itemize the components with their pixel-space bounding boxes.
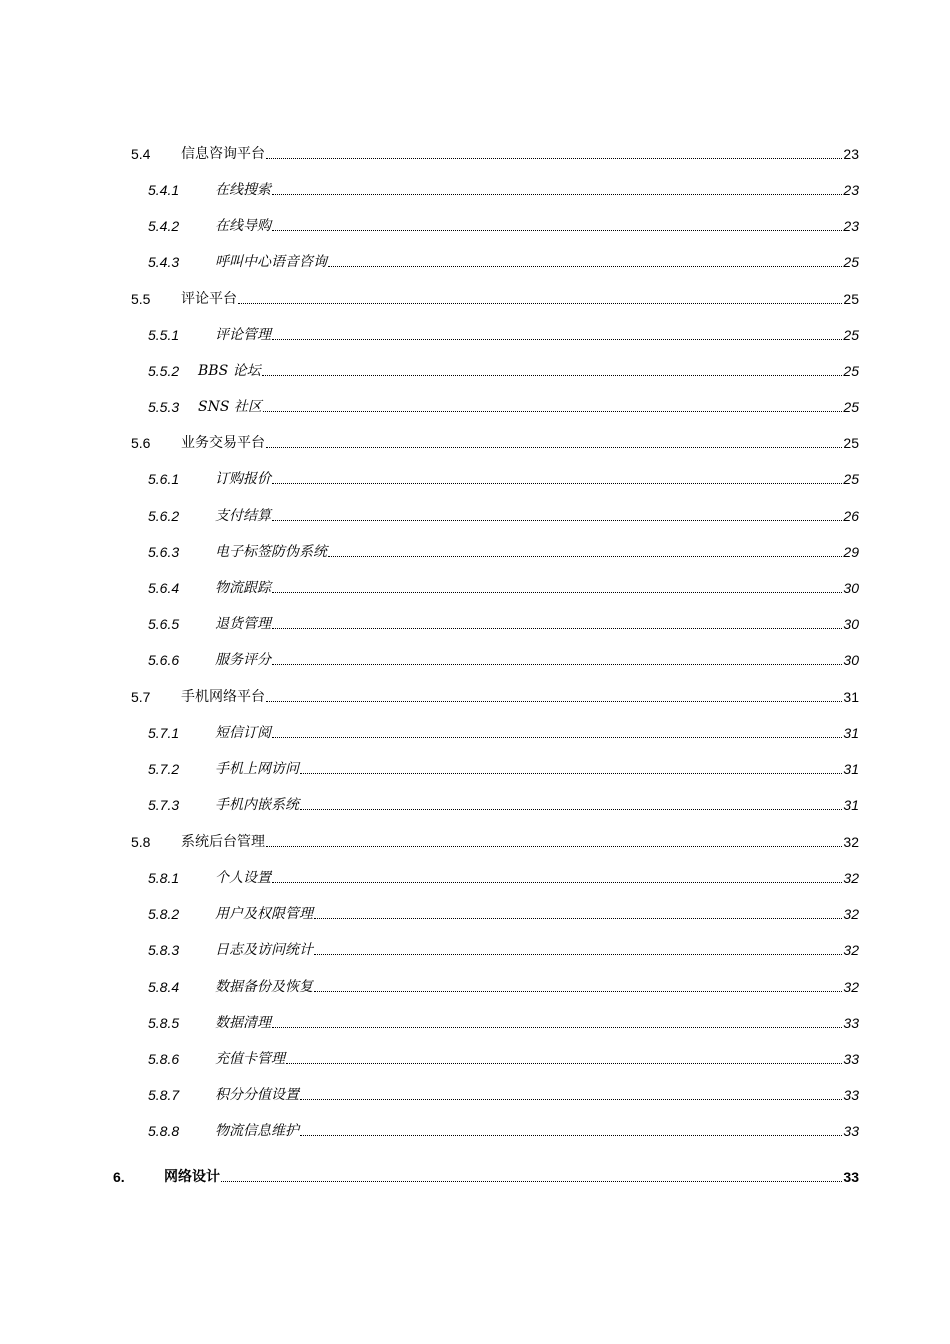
dot-leader <box>272 1027 842 1028</box>
toc-page-number: 25 <box>843 363 859 379</box>
toc-entry[interactable] <box>148 320 859 344</box>
toc-entry[interactable] <box>148 972 859 996</box>
toc-entry-chapter[interactable] <box>113 1162 859 1186</box>
toc-entry[interactable] <box>148 899 859 923</box>
toc-number: 5.6.3 <box>148 544 180 560</box>
toc-number: 5.8.8 <box>148 1123 180 1139</box>
toc-page-number: 25 <box>843 399 859 415</box>
dot-leader <box>272 592 842 593</box>
toc-number: 5.6.4 <box>148 580 180 596</box>
toc-page-number: 31 <box>843 797 859 813</box>
dot-leader <box>328 556 842 557</box>
toc-number: 5.5 <box>131 291 151 307</box>
dot-leader <box>272 483 842 484</box>
toc-title: SNS 社区 <box>198 399 262 415</box>
toc-entry[interactable] <box>148 609 859 633</box>
toc-page-number: 32 <box>843 870 859 886</box>
toc-title: 退货管理 <box>215 616 271 632</box>
toc-number: 5.7.1 <box>148 725 180 741</box>
dot-leader <box>300 773 842 774</box>
toc-number: 5.5.3 <box>148 399 180 415</box>
toc-page-number: 30 <box>843 616 859 632</box>
toc-title: BBS 论坛 <box>198 363 261 379</box>
dot-leader <box>263 411 843 412</box>
toc-page-number: 31 <box>843 761 859 777</box>
toc-number: 5.7.3 <box>148 797 180 813</box>
toc-title: 在线导购 <box>215 218 271 234</box>
toc-title: 在线搜索 <box>215 182 271 198</box>
toc-title: 手机上网访问 <box>215 761 299 777</box>
dot-leader <box>266 846 842 847</box>
toc-number: 5.5.1 <box>148 327 180 343</box>
toc-page-number: 30 <box>843 580 859 596</box>
toc-page-number: 25 <box>843 471 859 487</box>
toc-title: 评论管理 <box>215 327 271 343</box>
toc-page-number: 32 <box>843 942 859 958</box>
toc-number: 5.4 <box>131 146 151 162</box>
toc-title: 服务评分 <box>215 652 271 668</box>
toc-entry[interactable] <box>148 356 859 380</box>
toc-number: 5.6 <box>131 435 151 451</box>
toc-number: 5.4.1 <box>148 182 180 198</box>
dot-leader <box>286 1063 842 1064</box>
toc-page-number: 26 <box>843 508 859 524</box>
dot-leader <box>272 737 842 738</box>
dot-leader <box>266 158 842 159</box>
toc-page-number: 31 <box>843 689 859 705</box>
dot-leader <box>300 809 842 810</box>
toc-entry[interactable] <box>148 1080 859 1104</box>
toc-page-number: 23 <box>843 146 859 162</box>
toc-number: 5.8.6 <box>148 1051 180 1067</box>
dot-leader <box>300 1099 842 1100</box>
toc-page-number: 23 <box>843 182 859 198</box>
toc-entry[interactable] <box>148 392 859 416</box>
toc-entry[interactable] <box>131 827 859 851</box>
toc-entry[interactable] <box>148 464 859 488</box>
toc-title: 充值卡管理 <box>215 1051 285 1067</box>
toc-page-number: 25 <box>843 254 859 270</box>
toc-title: 数据备份及恢复 <box>215 979 313 995</box>
dot-leader <box>221 1181 842 1182</box>
toc-entry[interactable] <box>131 139 859 163</box>
toc-title: 支付结算 <box>215 508 271 524</box>
dot-leader <box>272 882 842 883</box>
toc-page-number: 32 <box>843 834 859 850</box>
toc-entry[interactable] <box>131 428 859 452</box>
toc-page-number: 25 <box>843 435 859 451</box>
toc-number: 5.6.2 <box>148 508 180 524</box>
toc-number: 5.4.3 <box>148 254 180 270</box>
dot-leader <box>314 991 842 992</box>
toc-title: 手机网络平台 <box>181 689 265 705</box>
toc-page-number: 25 <box>843 327 859 343</box>
toc-entry[interactable] <box>148 1044 859 1068</box>
toc-entry[interactable] <box>148 1008 859 1032</box>
toc-page-number: 33 <box>843 1169 859 1185</box>
toc-number: 5.8.7 <box>148 1087 180 1103</box>
toc-entry[interactable] <box>131 284 859 308</box>
toc-number: 5.8.3 <box>148 942 180 958</box>
dot-leader <box>272 339 842 340</box>
dot-leader <box>272 664 842 665</box>
toc-page-number: 33 <box>843 1051 859 1067</box>
toc-page-number: 29 <box>843 544 859 560</box>
dot-leader <box>238 303 842 304</box>
dot-leader <box>272 520 842 521</box>
toc-title: 物流信息维护 <box>215 1123 299 1139</box>
toc-entry[interactable] <box>148 573 859 597</box>
toc-title: 电子标签防伪系统 <box>215 544 327 560</box>
toc-number: 5.8.1 <box>148 870 180 886</box>
toc-number: 5.8.2 <box>148 906 180 922</box>
toc-entry[interactable] <box>148 175 859 199</box>
toc-title: 数据清理 <box>215 1015 271 1031</box>
toc-page-number: 32 <box>843 906 859 922</box>
toc-title: 网络设计 <box>164 1169 220 1185</box>
toc-entry[interactable] <box>131 682 859 706</box>
toc-number: 5.8.4 <box>148 979 180 995</box>
dot-leader <box>262 375 843 376</box>
toc-title: 日志及访问统计 <box>215 942 313 958</box>
toc-page-number: 33 <box>843 1087 859 1103</box>
toc-title: 信息咨询平台 <box>181 146 265 162</box>
toc-entry[interactable] <box>148 537 859 561</box>
toc-number: 5.4.2 <box>148 218 180 234</box>
dot-leader <box>266 701 842 702</box>
toc-page-number: 32 <box>843 979 859 995</box>
toc-title: 手机内嵌系统 <box>215 797 299 813</box>
toc-title: 评论平台 <box>181 291 237 307</box>
toc-number: 5.8.5 <box>148 1015 180 1031</box>
toc-entry[interactable] <box>148 645 859 669</box>
dot-leader <box>328 266 842 267</box>
toc-number: 5.8 <box>131 834 151 850</box>
dot-leader <box>272 628 842 629</box>
toc-number: 5.6.5 <box>148 616 180 632</box>
toc-title: 物流跟踪 <box>215 580 271 596</box>
toc-entry[interactable] <box>148 935 859 959</box>
toc-number: 5.7.2 <box>148 761 180 777</box>
toc-number: 5.7 <box>131 689 151 705</box>
toc-page-number: 25 <box>843 291 859 307</box>
dot-leader <box>314 918 842 919</box>
toc-number: 5.5.2 <box>148 363 180 379</box>
toc-entry[interactable] <box>148 1116 859 1140</box>
toc-page-number: 23 <box>843 218 859 234</box>
toc-number: 5.6.6 <box>148 652 180 668</box>
toc-title: 用户及权限管理 <box>215 906 313 922</box>
dot-leader <box>300 1135 842 1136</box>
toc-title: 积分分值设置 <box>215 1087 299 1103</box>
dot-leader <box>314 954 842 955</box>
toc-title: 订购报价 <box>215 471 271 487</box>
toc-entry[interactable] <box>148 790 859 814</box>
toc-title: 呼叫中心语音咨询 <box>215 254 327 270</box>
toc-page-number: 33 <box>843 1123 859 1139</box>
toc-page-number: 31 <box>843 725 859 741</box>
dot-leader <box>272 230 842 231</box>
toc-entry[interactable] <box>148 501 859 525</box>
toc-entry[interactable] <box>148 247 859 271</box>
dot-leader <box>272 194 842 195</box>
toc-entry[interactable] <box>148 211 859 235</box>
toc-title: 短信订阅 <box>215 725 271 741</box>
toc-title: 个人设置 <box>215 870 271 886</box>
toc-title: 系统后台管理 <box>181 834 265 850</box>
toc-entry[interactable] <box>148 718 859 742</box>
toc-number: 5.6.1 <box>148 471 180 487</box>
toc-entry[interactable] <box>148 863 859 887</box>
toc-page-number: 30 <box>843 652 859 668</box>
toc-number: 6. <box>113 1169 125 1185</box>
toc-entry[interactable] <box>148 754 859 778</box>
toc-page-number: 33 <box>843 1015 859 1031</box>
dot-leader <box>266 447 842 448</box>
toc-title: 业务交易平台 <box>181 435 265 451</box>
